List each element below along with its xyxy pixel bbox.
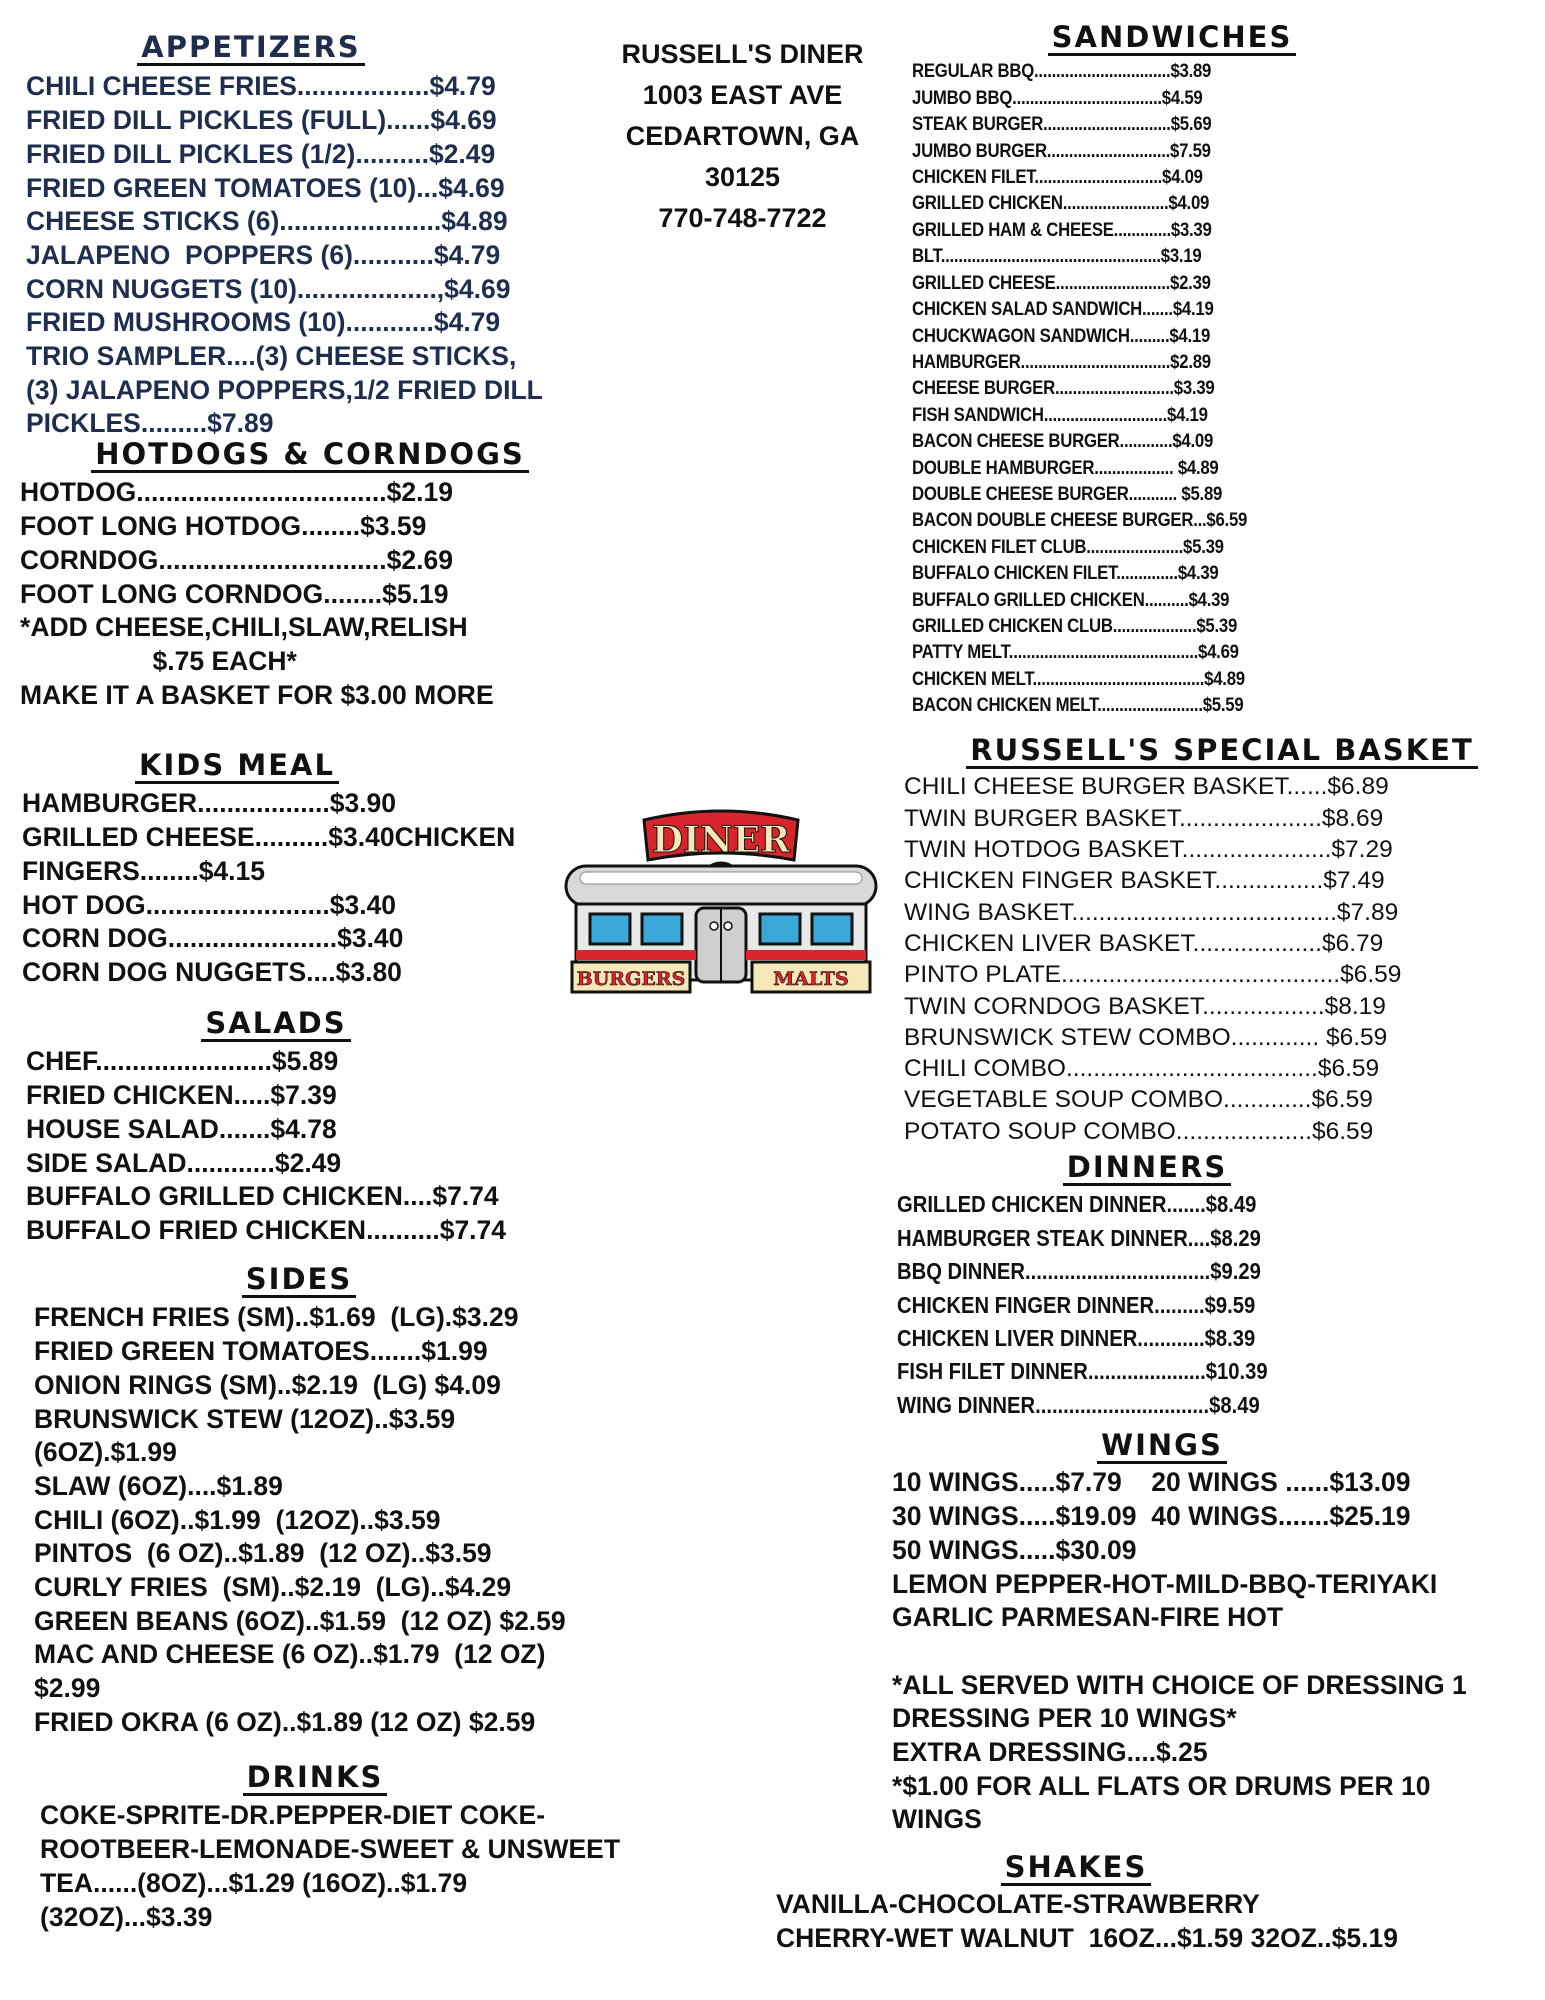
menu-line: FINGERS........$4.15	[22, 855, 266, 886]
menu-line: WING DINNER...............................$8.49	[897, 1391, 1260, 1418]
hotdogs-list	[20, 476, 620, 712]
menu-line: BACON CHEESE BURGER............$4.09	[912, 430, 1214, 453]
menu-line: JUMBO BURGER............................$7.59	[912, 139, 1211, 162]
sides-list	[34, 1301, 674, 1739]
appetizers-list	[26, 70, 596, 441]
wings-heading: WINGS	[842, 1428, 1482, 1464]
menu-line: LEMON PEPPER-HOT-MILD-BBQ-TERIYAKI	[892, 1568, 1438, 1599]
menu-line: HAMBURGER..................................$2.89	[912, 350, 1211, 373]
shakes-section	[776, 1850, 1536, 1956]
menu-line: TRIO SAMPLER....(3) CHEESE STICKS,	[26, 341, 517, 372]
malts-sign-text: MALTS	[773, 968, 849, 990]
kids-meal-list	[22, 787, 582, 989]
menu-line: GRILLED CHEESE..........................$2.39	[912, 271, 1211, 294]
dinners-heading: DINNERS	[897, 1150, 1397, 1186]
menu-line: CHILI COMBO.....................................$6.59	[904, 1055, 1380, 1083]
menu-line: VANILLA-CHOCOLATE-STRAWBERRY	[776, 1889, 1260, 1920]
menu-line: JUMBO BBQ..................................$4.59	[912, 86, 1203, 109]
special-basket-section	[904, 733, 1524, 1147]
menu-line: $2.99	[34, 1673, 101, 1704]
menu-line: BACON DOUBLE CHEESE BURGER...$6.59	[912, 509, 1248, 532]
kids-meal-section	[22, 748, 582, 990]
menu-line: PATTY MELT...........................................$4.69	[912, 641, 1239, 664]
menu-line: PINTOS (6 OZ)..$1.89 (12 OZ)..$3.59	[34, 1538, 492, 1569]
hotdogs-section	[20, 437, 620, 712]
menu-line: FISH FILET DINNER.....................$10.39	[897, 1358, 1268, 1385]
menu-line: BUFFALO CHICKEN FILET..............$4.39	[912, 562, 1219, 585]
menu-line: CHICKEN MELT.......................................$4.89	[912, 667, 1245, 690]
menu-line: CORN DOG NUGGETS....$3.80	[22, 956, 402, 987]
menu-line: CHERRY-WET WALNUT 16OZ...$1.59 32OZ..$5.19	[776, 1923, 1398, 1954]
sandwiches-heading: SANDWICHES	[952, 20, 1392, 56]
salads-heading: SALADS	[26, 1006, 626, 1042]
menu-line: GRILLED CHICKEN........................$4.09	[912, 192, 1210, 215]
menu-line: *ALL SERVED WITH CHOICE OF DRESSING 1	[892, 1669, 1467, 1700]
menu-line: MAC AND CHEESE (6 OZ)..$1.79 (12 OZ)	[34, 1639, 546, 1670]
menu-line: BUFFALO FRIED CHICKEN..........$7.74	[26, 1214, 507, 1245]
hotdogs-heading: HOTDOGS & CORNDOGS	[20, 437, 600, 473]
menu-line: CHEF........................$5.89	[26, 1046, 339, 1077]
sides-heading: SIDES	[34, 1262, 634, 1298]
menu-line: BRUNSWICK STEW COMBO............. $6.59	[904, 1023, 1388, 1051]
menu-line: CHILI CHEESE FRIES..................$4.79	[26, 71, 496, 102]
menu-line: CHILI CHEESE BURGER BASKET......$6.89	[904, 773, 1389, 801]
menu-line: CHICKEN SALAD SANDWICH.......$4.19	[912, 298, 1214, 321]
menu-line: GARLIC PARMESAN-FIRE HOT	[892, 1602, 1284, 1633]
wings-list	[892, 1466, 1532, 1837]
menu-line: CHICKEN LIVER DINNER............$8.39	[897, 1325, 1256, 1352]
menu-line: PINTO PLATE.........................................$6.59	[904, 961, 1402, 989]
wings-section	[892, 1428, 1532, 1837]
menu-line: CURLY FRIES (SM)..$2.19 (LG)..$4.29	[34, 1572, 512, 1603]
menu-line: COKE-SPRITE-DR.PEPPER-DIET COKE-	[40, 1800, 546, 1831]
menu-line: VEGETABLE SOUP COMBO.............$6.59	[904, 1086, 1373, 1114]
menu-line: ONION RINGS (SM)..$2.19 (LG) $4.09	[34, 1369, 501, 1400]
menu-line: MAKE IT A BASKET FOR $3.00 MORE	[20, 679, 494, 710]
menu-line: GREEN BEANS (6OZ)..$1.59 (12 OZ) $2.59	[34, 1605, 566, 1636]
menu-line: FRIED OKRA (6 OZ)..$1.89 (12 OZ) $2.59	[34, 1706, 536, 1737]
menu-line: HOTDOG..................................$2.19	[20, 477, 453, 508]
shakes-heading: SHAKES	[696, 1850, 1456, 1886]
menu-line: FRIED MUSHROOMS (10)............$4.79	[26, 307, 501, 338]
menu-line: CHEESE BURGER...........................$3.39	[912, 377, 1215, 400]
menu-line: TEA......(8OZ)...$1.29 (16OZ)..$1.79	[40, 1867, 468, 1898]
special-basket-heading: RUSSELL'S SPECIAL BASKET	[912, 733, 1532, 769]
appetizers-section	[26, 30, 596, 441]
menu-line: (32OZ)...$3.39	[40, 1901, 213, 1932]
menu-line: *$1.00 FOR ALL FLATS OR DRUMS PER 10	[892, 1770, 1431, 1801]
menu-line: CHEESE STICKS (6)......................$4.89	[26, 206, 508, 237]
menu-line: STEAK BURGER.............................$5.69	[912, 113, 1212, 136]
menu-line: CHICKEN FILET.............................$4.09	[912, 166, 1203, 189]
menu-line: FRIED GREEN TOMATOES.......$1.99	[34, 1336, 488, 1367]
menu-line: TWIN BURGER BASKET.....................$8.69	[904, 804, 1384, 832]
menu-line: ROOTBEER-LEMONADE-SWEET & UNSWEET	[40, 1834, 621, 1865]
sign-text: DINER	[651, 819, 791, 861]
menu-line: DOUBLE HAMBURGER.................. $4.89	[912, 456, 1219, 479]
menu-line: BBQ DINNER.................................$9.29	[897, 1258, 1261, 1285]
menu-line: FRIED DILL PICKLES (1/2)..........$2.49	[26, 138, 496, 169]
restaurant-name: RUSSELL'S DINER	[621, 39, 864, 69]
menu-line: JALAPENO POPPERS (6)...........$4.79	[26, 239, 501, 270]
menu-line: CHICKEN FINGER DINNER.........$9.59	[897, 1291, 1256, 1318]
menu-line: BUFFALO GRILLED CHICKEN..........$4.39	[912, 588, 1230, 611]
menu-line: GRILLED HAM & CHEESE.............$3.39	[912, 218, 1212, 241]
menu-line: FRIED DILL PICKLES (FULL)......$4.69	[26, 105, 497, 136]
menu-line: HAMBURGER..................$3.90	[22, 788, 397, 819]
sandwiches-list	[912, 58, 1532, 718]
menu-line: TWIN HOTDOG BASKET......................$7.29	[904, 836, 1393, 864]
menu-line: FRIED GREEN TOMATOES (10)...$4.69	[26, 172, 505, 203]
menu-line: SLAW (6OZ)....$1.89	[34, 1470, 283, 1501]
sandwiches-section	[912, 20, 1532, 719]
menu-line: CORNDOG...............................$2.69	[20, 544, 453, 575]
menu-line: GRILLED CHICKEN DINNER.......$8.49	[897, 1191, 1257, 1218]
menu-line: REGULAR BBQ...............................$3.89	[912, 60, 1212, 83]
menu-line: TWIN CORNDOG BASKET..................$8.19	[904, 992, 1386, 1020]
salads-section	[26, 1006, 626, 1248]
menu-line: FRIED CHICKEN.....$7.39	[26, 1080, 337, 1111]
menu-line: POTATO SOUP COMBO....................$6.59	[904, 1117, 1374, 1145]
special-basket-list	[904, 771, 1524, 1147]
menu-line: WING BASKET.......................................$7.89	[904, 898, 1399, 926]
menu-line: FOOT LONG CORNDOG........$5.19	[20, 578, 449, 609]
menu-line: 50 WINGS.....$30.09	[892, 1534, 1137, 1565]
kids-meal-heading: KIDS MEAL	[2, 748, 572, 784]
menu-line: HAMBURGER STEAK DINNER....$8.29	[897, 1224, 1261, 1251]
burgers-sign-text: BURGERS	[576, 968, 686, 990]
restaurant-phone[interactable]: 770-748-7722	[658, 203, 827, 233]
restaurant-city: CEDARTOWN, GA	[625, 121, 860, 151]
menu-line: PICKLES.........$7.89	[26, 408, 274, 439]
menu-line: BLT..................................................$3.19	[912, 245, 1202, 268]
menu-line: BACON CHICKEN MELT........................$5.59	[912, 694, 1244, 717]
menu-line: WINGS	[892, 1804, 982, 1835]
menu-line: HOT DOG.........................$3.40	[22, 889, 397, 920]
menu-line: $.75 EACH*	[20, 645, 297, 676]
drinks-section	[40, 1760, 700, 1934]
menu-line: EXTRA DRESSING....$.25	[892, 1737, 1208, 1768]
menu-line: CORN DOG.......................$3.40	[22, 923, 404, 954]
dinners-section	[897, 1150, 1497, 1422]
salads-list	[26, 1045, 626, 1247]
diner-logo	[562, 808, 880, 1013]
restaurant-info	[590, 34, 895, 239]
menu-line: SIDE SALAD............$2.49	[26, 1147, 342, 1178]
restaurant-zip: 30125	[704, 162, 781, 192]
menu-line: CHICKEN LIVER BASKET...................$6.79	[904, 929, 1384, 957]
drinks-list	[40, 1799, 700, 1934]
menu-line: DOUBLE CHEESE BURGER........... $5.89	[912, 482, 1223, 505]
menu-line: (3) JALAPENO POPPERS,1/2 FRIED DILL	[26, 374, 543, 405]
menu-line: CHILI (6OZ)..$1.99 (12OZ)..$3.59	[34, 1504, 441, 1535]
menu-line: BUFFALO GRILLED CHICKEN....$7.74	[26, 1181, 499, 1212]
menu-line: (6OZ).$1.99	[34, 1437, 177, 1468]
drinks-heading: DRINKS	[40, 1760, 640, 1796]
menu-line: 30 WINGS.....$19.09 40 WINGS.......$25.19	[892, 1501, 1411, 1532]
menu-line: CORN NUGGETS (10)...................,$4.69	[26, 273, 511, 304]
menu-line: CHICKEN FILET CLUB......................$5.39	[912, 535, 1224, 558]
menu-line: 10 WINGS.....$7.79 20 WINGS ......$13.09	[892, 1467, 1411, 1498]
menu-line: HOUSE SALAD.......$4.78	[26, 1113, 337, 1144]
menu-line: GRILLED CHICKEN CLUB...................$5.39	[912, 614, 1238, 637]
menu-line: BRUNSWICK STEW (12OZ)..$3.59	[34, 1403, 456, 1434]
dinners-list	[897, 1188, 1497, 1422]
menu-line: CHUCKWAGON SANDWICH.........$4.19	[912, 324, 1211, 347]
appetizers-heading: APPETIZERS	[36, 30, 466, 66]
menu-line: DRESSING PER 10 WINGS*	[892, 1703, 1237, 1734]
menu-line: FOOT LONG HOTDOG........$3.59	[20, 511, 427, 542]
menu-line: *ADD CHEESE,CHILI,SLAW,RELISH	[20, 612, 468, 643]
menu-line: CHICKEN FINGER BASKET................$7.49	[904, 867, 1385, 895]
menu-line	[892, 1635, 1532, 1669]
sides-section	[34, 1262, 674, 1740]
diner-building-icon	[562, 808, 880, 1013]
restaurant-street: 1003 EAST AVE	[642, 80, 843, 110]
menu-line: FRENCH FRIES (SM)..$1.69 (LG).$3.29	[34, 1302, 519, 1333]
menu-line: GRILLED CHEESE..........$3.40CHICKEN	[22, 822, 516, 853]
menu-line: FISH SANDWICH............................$4.19	[912, 403, 1208, 426]
shakes-list	[776, 1888, 1536, 1955]
